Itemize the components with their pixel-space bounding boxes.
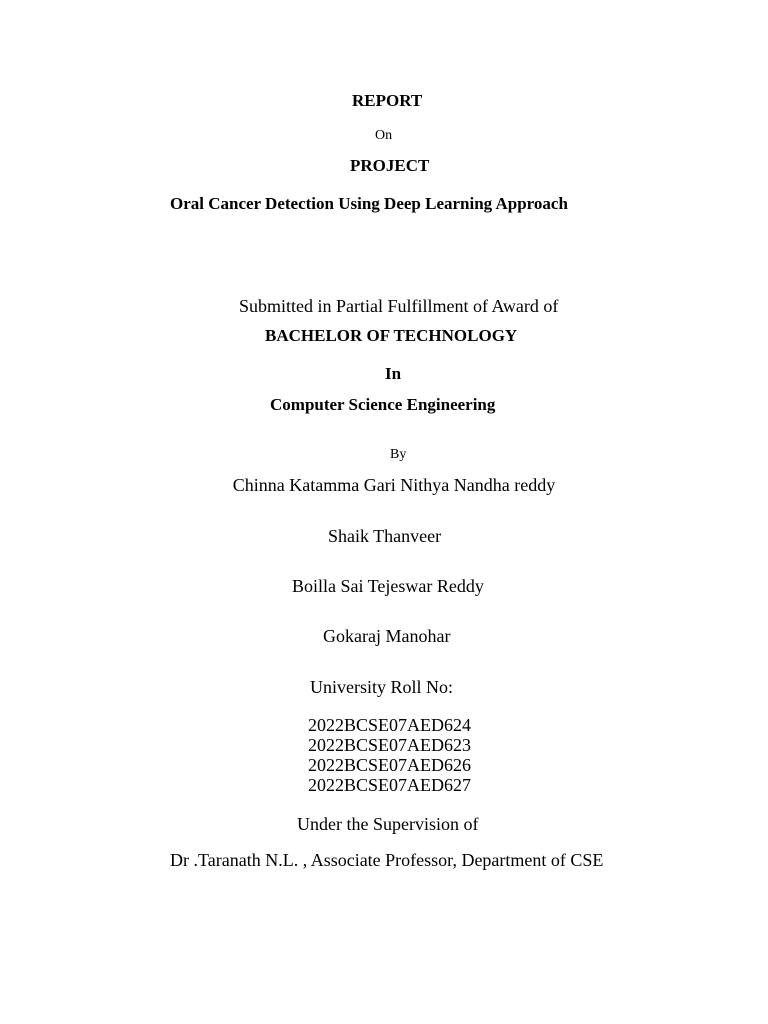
in-label: In: [385, 364, 402, 383]
branch-name: Computer Science Engineering: [270, 395, 496, 414]
degree-name: BACHELOR OF TECHNOLOGY: [265, 326, 518, 345]
author-name: Gokaraj Manohar: [323, 626, 451, 646]
author-name: Shaik Thanveer: [328, 526, 442, 546]
supervision-label: Under the Supervision of: [297, 814, 479, 834]
on-label: On: [375, 128, 393, 143]
author-name: Chinna Katamma Gari Nithya Nandha reddy: [232, 475, 556, 495]
author-name: Boilla Sai Tejeswar Reddy: [292, 576, 484, 596]
roll-number: 2022BCSE07AED624: [308, 715, 472, 735]
submission-statement: Submitted in Partial Fulfillment of Award of: [239, 296, 559, 316]
by-label: By: [390, 447, 407, 462]
project-title: Oral Cancer Detection Using Deep Learning Approach: [170, 194, 568, 213]
roll-number-label: University Roll No:: [310, 677, 453, 697]
project-heading: PROJECT: [350, 156, 430, 175]
report-heading: REPORT: [352, 91, 423, 110]
supervisor-name: Dr .Taranath N.L. , Associate Professor, Department of CSE: [170, 850, 604, 870]
roll-number: 2022BCSE07AED623: [308, 735, 472, 755]
roll-number: 2022BCSE07AED627: [308, 775, 472, 795]
roll-number: 2022BCSE07AED626: [308, 755, 472, 775]
